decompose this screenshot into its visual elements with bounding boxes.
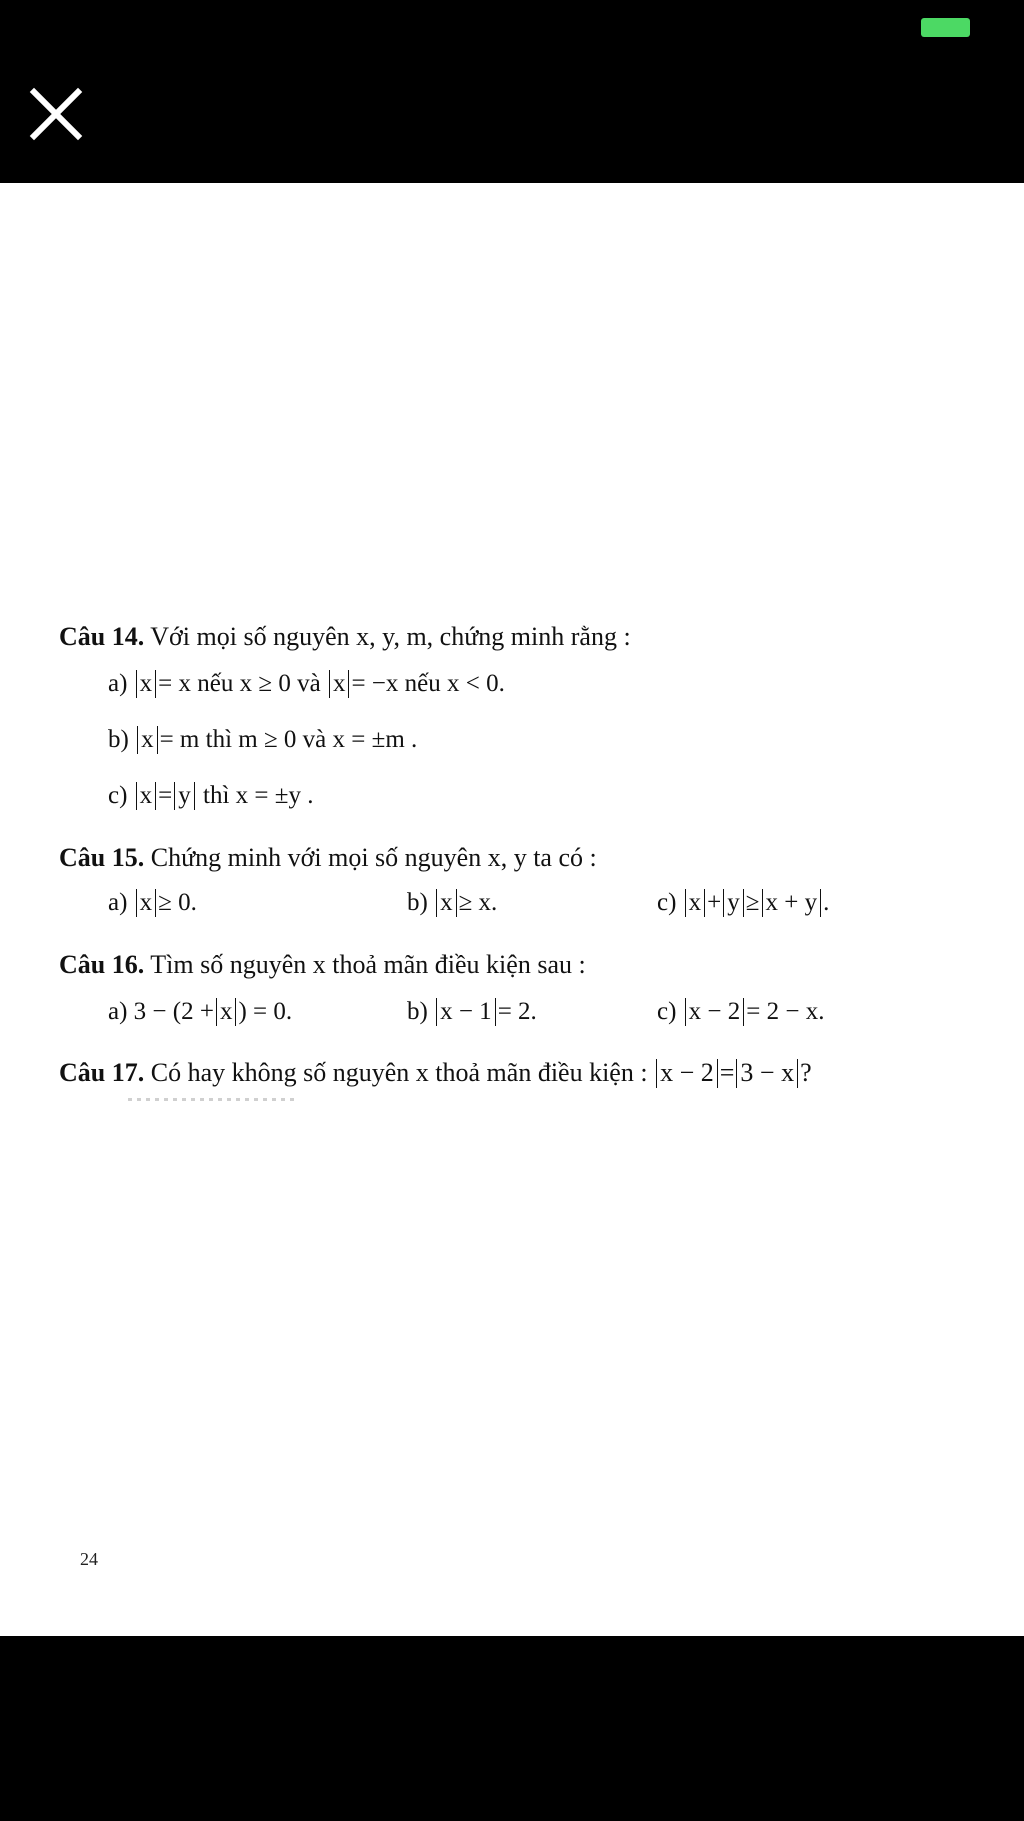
expression-text: = m thì m ≥ 0 và x = ±m . [159, 726, 418, 753]
question-15-heading [59, 845, 597, 871]
question-16-part-c [657, 998, 824, 1026]
expression-text: . [823, 889, 830, 916]
abs-expression: x − 2 [685, 998, 745, 1026]
question-15-text: Chứng minh với mọi số nguyên x, y ta có : [150, 843, 597, 872]
question-17-heading [59, 1059, 812, 1088]
question-16-text: Tìm số nguyên x thoả mãn điều kiện sau : [150, 950, 586, 979]
part-tag: c) [657, 889, 677, 916]
expression-text: thì x = ±y . [203, 782, 314, 809]
bottom-bar [0, 1636, 1024, 1821]
abs-expression: x [136, 889, 157, 917]
expression-text: 3 − (2 + [133, 998, 214, 1025]
page-number [80, 1550, 98, 1558]
battery-indicator [921, 18, 970, 37]
question-17-label: Câu 17. [59, 1058, 145, 1087]
expression-text: = 2 − x. [746, 998, 825, 1025]
part-tag: c) [108, 782, 128, 809]
question-15-part-a [108, 889, 197, 917]
cut-off-text-line [128, 1098, 298, 1101]
expression-text: ? [800, 1058, 812, 1087]
part-tag: b) [407, 998, 428, 1025]
question-15-part-b [407, 889, 497, 917]
top-bar [0, 0, 1024, 183]
abs-expression: y [723, 889, 744, 917]
part-tag: a) [108, 889, 128, 916]
question-14-heading [59, 624, 631, 650]
expression-text: ) = 0. [238, 998, 293, 1025]
question-16-part-b [407, 998, 537, 1026]
question-16-part-a [108, 998, 292, 1026]
part-tag: b) [407, 889, 428, 916]
part-tag: c) [657, 998, 677, 1025]
abs-expression: y [174, 782, 195, 810]
abs-expression: x + y [762, 889, 822, 917]
expression-text: = [158, 782, 173, 809]
abs-expression: x [216, 998, 237, 1026]
question-14-text: Với mọi số nguyên x, y, m, chứng minh rằng : [150, 622, 631, 651]
abs-expression: x [136, 670, 157, 698]
question-14-part-a [108, 670, 505, 698]
part-tag: b) [108, 726, 129, 753]
abs-expression: x [685, 889, 706, 917]
expression-text: ≥ [745, 889, 760, 916]
question-16-label: Câu 16. [59, 950, 145, 979]
expression-text: = 2. [497, 998, 537, 1025]
expression-text: = x nếu x ≥ 0 và [158, 670, 321, 697]
close-button[interactable] [28, 86, 92, 150]
part-tag: a) [108, 670, 128, 697]
abs-expression: x [136, 782, 157, 810]
expression-text: = [719, 1058, 735, 1087]
expression-text: ≥ 0. [158, 889, 197, 916]
expression-text: = −x nếu x < 0. [351, 670, 505, 697]
question-14-part-b [108, 726, 417, 754]
close-icon [28, 86, 84, 142]
abs-expression: x − 1 [436, 998, 496, 1026]
part-tag: a) [108, 998, 128, 1025]
expression-text: ≥ x. [458, 889, 498, 916]
expression-text: + [707, 889, 722, 916]
abs-expression: 3 − x [736, 1059, 798, 1088]
question-15-part-c [657, 889, 829, 917]
abs-expression: x [329, 670, 350, 698]
question-17-text: Có hay không số nguyên x thoả mãn điều kiện : [150, 1058, 648, 1087]
abs-expression: x [137, 726, 158, 754]
question-14-part-c [108, 782, 314, 810]
question-14-label: Câu 14. [59, 622, 145, 651]
question-16-heading [59, 952, 586, 978]
abs-expression: x [436, 889, 457, 917]
question-15-label: Câu 15. [59, 843, 145, 872]
abs-expression: x − 2 [656, 1059, 718, 1088]
